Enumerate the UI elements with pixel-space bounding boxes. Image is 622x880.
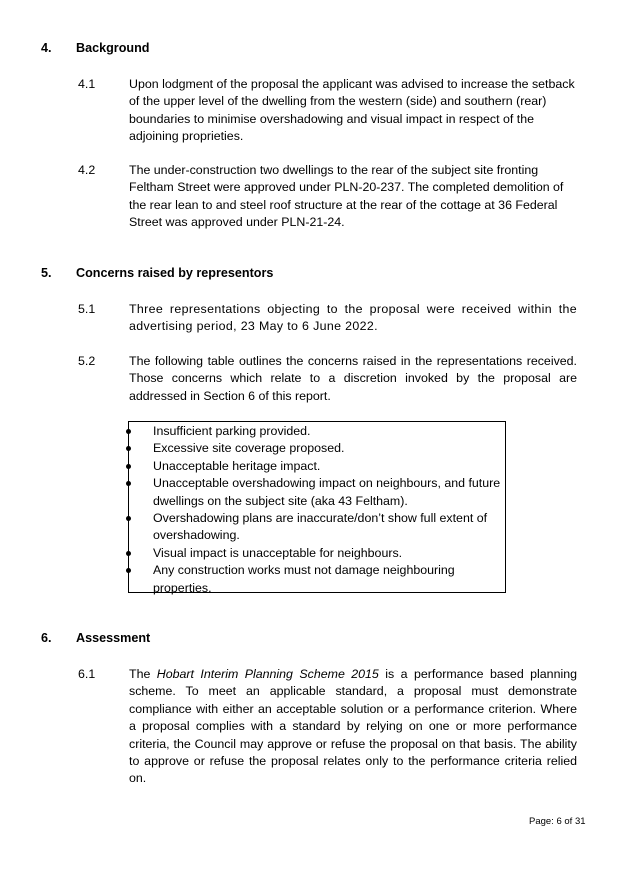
- list-item: Overshadowing plans are inaccurate/don’t show full extent of overshadowing.: [153, 510, 503, 545]
- section-heading: Assessment: [76, 631, 151, 645]
- paragraph-number: 4.1: [78, 77, 96, 91]
- list-item: Visual impact is unacceptable for neighbours.: [153, 545, 503, 562]
- bullet-icon: [126, 516, 131, 521]
- paragraph-text: Upon lodgment of the proposal the applicant was advised to increase the setback of the upper level of the dwelling from the western (side) and southern (rear) boundaries to minimise overshadowing and visual impact in respect of the adjoining proprieties.: [129, 77, 575, 144]
- section-number: 6.: [41, 631, 52, 645]
- page-number: Page: 6 of 31: [529, 816, 586, 827]
- paragraph-number: 4.2: [78, 163, 96, 177]
- concerns-list: [153, 423, 503, 597]
- paragraph-text: The following table outlines the concerns raised in the representations received. Those concerns which relate to a discretion invoked by the proposal are addressed in Section 6 of this report.: [129, 354, 577, 403]
- list-item: Excessive site coverage proposed.: [153, 440, 503, 457]
- section-heading: Concerns raised by representors: [76, 266, 274, 280]
- paragraph-number: 5.2: [78, 354, 96, 368]
- scheme-name: Hobart Interim Planning Scheme 2015: [156, 667, 379, 681]
- list-item: Any construction works must not damage neighbouring properties.: [153, 562, 503, 597]
- list-item: Unacceptable overshadowing impact on neighbours, and future dwellings on the subject site (aka 43 Feltham).: [153, 475, 503, 510]
- paragraph-number: 6.1: [78, 667, 96, 681]
- bullet-icon: [126, 429, 131, 434]
- section-number: 4.: [41, 41, 52, 55]
- paragraph-number: 5.1: [78, 302, 96, 316]
- bullet-icon: [126, 464, 131, 469]
- paragraph-text: The under-construction two dwellings to the rear of the subject site fronting Feltham Street were approved under PLN-20-237. The completed demolition of the rear lean to and steel roof structure at the rear of the cottage at 36 Federal Street was approved under PLN-21-24.: [129, 163, 564, 230]
- paragraph-text: The Hobart Interim Planning Scheme 2015 is a performance based planning scheme. To meet an applicable standard, a proposal must demonstrate compliance with either an acceptable solution or a performance criterion. Where a proposal complies with a standard by relying on one or more performance criteria, the Council may approve or refuse the proposal on that basis. The ability to approve or refuse the proposal relates only to the performance criteria relied on.: [129, 667, 577, 786]
- list-item: Unacceptable heritage impact.: [153, 458, 503, 475]
- bullet-icon: [126, 551, 131, 556]
- section-heading: Background: [76, 41, 150, 55]
- paragraph-text: Three representations objecting to the proposal were received within the advertising period, 23 May to 6 June 2022.: [129, 302, 577, 334]
- list-item: Insufficient parking provided.: [153, 423, 503, 440]
- section-number: 5.: [41, 266, 52, 280]
